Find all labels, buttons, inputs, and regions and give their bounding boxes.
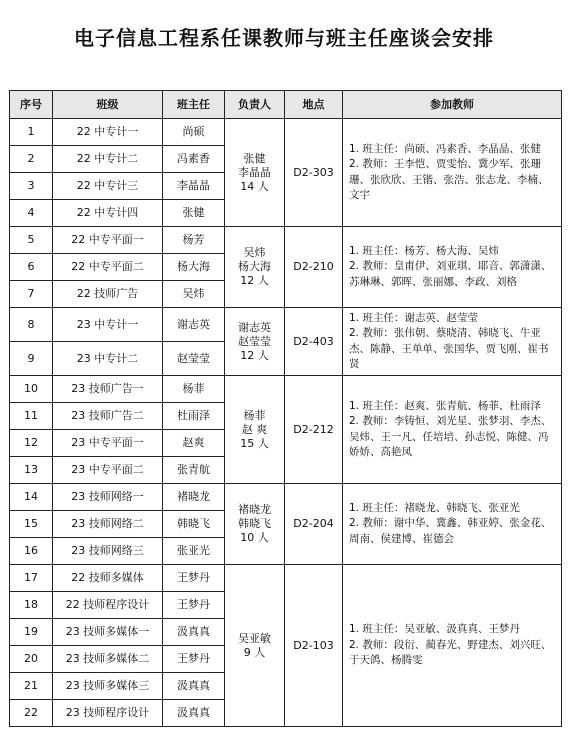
row-no: 2 (10, 146, 53, 173)
group-attendees (343, 376, 562, 484)
row-no: 10 (10, 376, 53, 403)
attendees-head-teachers: 1. 班主任：褚晓龙、韩晓飞、张亚光 (349, 501, 520, 514)
header-row (10, 91, 562, 119)
group-lead (225, 376, 285, 484)
row-no: 17 (10, 565, 53, 592)
row-head-teacher: 张健 (163, 200, 225, 227)
attendees-teachers: 2. 教师：皇甫伊、刘亚琪、耶音、郭潇潇、苏琳琳、郭晖、张丽娜、李政、刘格 (349, 260, 552, 288)
row-class: 23 技师多媒体一 (53, 619, 163, 646)
row-no: 6 (10, 254, 53, 281)
row-no: 8 (10, 308, 53, 342)
attendees-head-teachers: 1. 班主任：谢志英、赵莹莹 (349, 311, 478, 324)
row-head-teacher: 王梦丹 (163, 565, 225, 592)
row-class: 23 技师多媒体二 (53, 646, 163, 673)
row-head-teacher: 李晶晶 (163, 173, 225, 200)
attendees-teachers: 2. 教师：王李恺、贾雯怡、冀少军、张珊珊、张欣欣、王锴、张浩、张志龙、李楠、文宇 (349, 158, 549, 201)
lead-count: 12 人 (240, 274, 269, 287)
group-attendees (343, 119, 562, 227)
col-header-place: 地点 (285, 91, 343, 119)
row-class: 22 中专平面一 (53, 227, 163, 254)
row-head-teacher: 王梦丹 (163, 646, 225, 673)
row-class: 22 中专计四 (53, 200, 163, 227)
row-head-teacher: 褚晓龙 (163, 484, 225, 511)
group-attendees (343, 308, 562, 376)
lead-name: 吴炜 (243, 246, 266, 259)
row-no: 20 (10, 646, 53, 673)
lead-count: 14 人 (240, 179, 269, 193)
attendees-teachers: 2. 教师：李铸恒、刘光星、张梦羽、李杰、吴炜、王一凡、任培培、孙志悦、陈健、冯娇娇、高艳凤 (349, 415, 552, 458)
attendees-head-teachers: 1. 班主任：吴亚敏、汲真真、王梦丹 (349, 623, 520, 636)
attendees-teachers: 2. 教师：张伟朝、蔡晓清、韩晓飞、牛亚杰、陈静、王单单、张国华、贾飞刚、崔书贤 (349, 327, 549, 370)
row-head-teacher: 张亚光 (163, 538, 225, 565)
row-head-teacher: 杨芳 (163, 227, 225, 254)
row-class: 22 中专计二 (53, 146, 163, 173)
row-head-teacher: 赵爽 (163, 430, 225, 457)
table-row (10, 119, 562, 146)
row-class: 23 中专平面一 (53, 430, 163, 457)
row-class: 22 中专平面二 (53, 254, 163, 281)
attendees-head-teachers: 1. 班主任：赵爽、张青航、杨菲、杜雨泽 (349, 399, 541, 412)
lead-count: 12 人 (240, 348, 269, 362)
row-no: 18 (10, 592, 53, 619)
row-head-teacher: 赵莹莹 (163, 342, 225, 376)
group-place: D2-103 (285, 565, 343, 727)
row-class: 23 技师多媒体三 (53, 673, 163, 700)
row-class: 23 中专计一 (53, 308, 163, 342)
lead-name: 杨大海 (238, 260, 271, 273)
table-body (10, 119, 562, 727)
lead-count: 10 人 (240, 531, 269, 544)
attendees-head-teachers: 1. 班主任：尚硕、冯素香、李晶晶、张健 (349, 142, 541, 155)
row-head-teacher: 杨菲 (163, 376, 225, 403)
row-head-teacher: 张青航 (163, 457, 225, 484)
row-head-teacher: 汲真真 (163, 700, 225, 727)
row-no: 13 (10, 457, 53, 484)
page-title: 电子信息工程系任课教师与班主任座谈会安排 (74, 26, 494, 50)
row-class: 23 中专计二 (53, 342, 163, 376)
row-class: 22 中专计三 (53, 173, 163, 200)
group-lead (225, 484, 285, 565)
row-class: 23 技师网络一 (53, 484, 163, 511)
group-place: D2-212 (285, 376, 343, 484)
lead-name: 赵 爽 (241, 422, 268, 436)
row-class: 22 技师多媒体 (53, 565, 163, 592)
col-header-class: 班级 (53, 91, 163, 119)
group-lead (225, 565, 285, 727)
row-no: 9 (10, 342, 53, 376)
lead-count: 9 人 (243, 645, 266, 659)
table-row (10, 376, 562, 403)
table-row (10, 565, 562, 592)
row-head-teacher: 尚硕 (163, 119, 225, 146)
lead-name: 赵莹莹 (238, 334, 271, 348)
group-attendees (343, 484, 562, 565)
row-head-teacher: 杜雨泽 (163, 403, 225, 430)
lead-name: 吴亚敏 (238, 631, 271, 645)
group-place: D2-210 (285, 227, 343, 308)
col-header-attendees: 参加教师 (343, 91, 562, 119)
row-head-teacher: 汲真真 (163, 619, 225, 646)
row-head-teacher: 韩晓飞 (163, 511, 225, 538)
row-head-teacher: 汲真真 (163, 673, 225, 700)
row-class: 23 技师程序设计 (53, 700, 163, 727)
attendees-head-teachers: 1. 班主任：杨芳、杨大海、吴炜 (349, 244, 499, 257)
col-header-lead: 负责人 (225, 91, 285, 119)
row-head-teacher: 杨大海 (163, 254, 225, 281)
group-place: D2-204 (285, 484, 343, 565)
group-attendees (343, 227, 562, 308)
row-head-teacher: 谢志英 (163, 308, 225, 342)
table-row (10, 227, 562, 254)
row-class: 23 中专平面二 (53, 457, 163, 484)
row-head-teacher: 冯素香 (163, 146, 225, 173)
row-head-teacher: 吴炜 (163, 281, 225, 308)
row-class: 23 技师广告二 (53, 403, 163, 430)
group-lead (225, 227, 285, 308)
row-head-teacher: 王梦丹 (163, 592, 225, 619)
attendees-teachers: 2. 教师：段衍、蔺春光、野建杰、刘兴旺、于天鸽、杨腾雯 (349, 638, 552, 667)
group-lead (225, 308, 285, 376)
row-no: 14 (10, 484, 53, 511)
row-no: 11 (10, 403, 53, 430)
row-class: 23 技师广告一 (53, 376, 163, 403)
lead-name: 韩晓飞 (238, 517, 271, 530)
row-no: 15 (10, 511, 53, 538)
lead-name: 张健 (243, 151, 266, 165)
lead-name: 谢志英 (238, 320, 271, 334)
table-row (10, 308, 562, 342)
row-no: 22 (10, 700, 53, 727)
row-no: 5 (10, 227, 53, 254)
row-no: 16 (10, 538, 53, 565)
lead-name: 李晶晶 (238, 165, 271, 179)
attendees-teachers: 2. 教师：谢中华、冀鑫、韩亚婷、张金花、周南、侯建博、崔德会 (349, 517, 552, 545)
row-class: 22 技师程序设计 (53, 592, 163, 619)
row-no: 12 (10, 430, 53, 457)
row-no: 1 (10, 119, 53, 146)
row-no: 4 (10, 200, 53, 227)
row-no: 19 (10, 619, 53, 646)
row-class: 22 中专计一 (53, 119, 163, 146)
schedule-table (9, 90, 562, 727)
lead-name: 褚晓龙 (238, 503, 271, 516)
row-class: 23 技师网络三 (53, 538, 163, 565)
lead-count: 15 人 (240, 436, 269, 450)
group-place: D2-303 (285, 119, 343, 227)
lead-name: 杨菲 (243, 408, 266, 422)
group-place: D2-403 (285, 308, 343, 376)
row-no: 7 (10, 281, 53, 308)
col-header-no: 序号 (10, 91, 53, 119)
row-no: 21 (10, 673, 53, 700)
group-attendees (343, 565, 562, 727)
row-no: 3 (10, 173, 53, 200)
row-class: 23 技师网络二 (53, 511, 163, 538)
table-row (10, 484, 562, 511)
col-header-head-teacher: 班主任 (163, 91, 225, 119)
row-class: 22 技师广告 (53, 281, 163, 308)
group-lead (225, 119, 285, 227)
